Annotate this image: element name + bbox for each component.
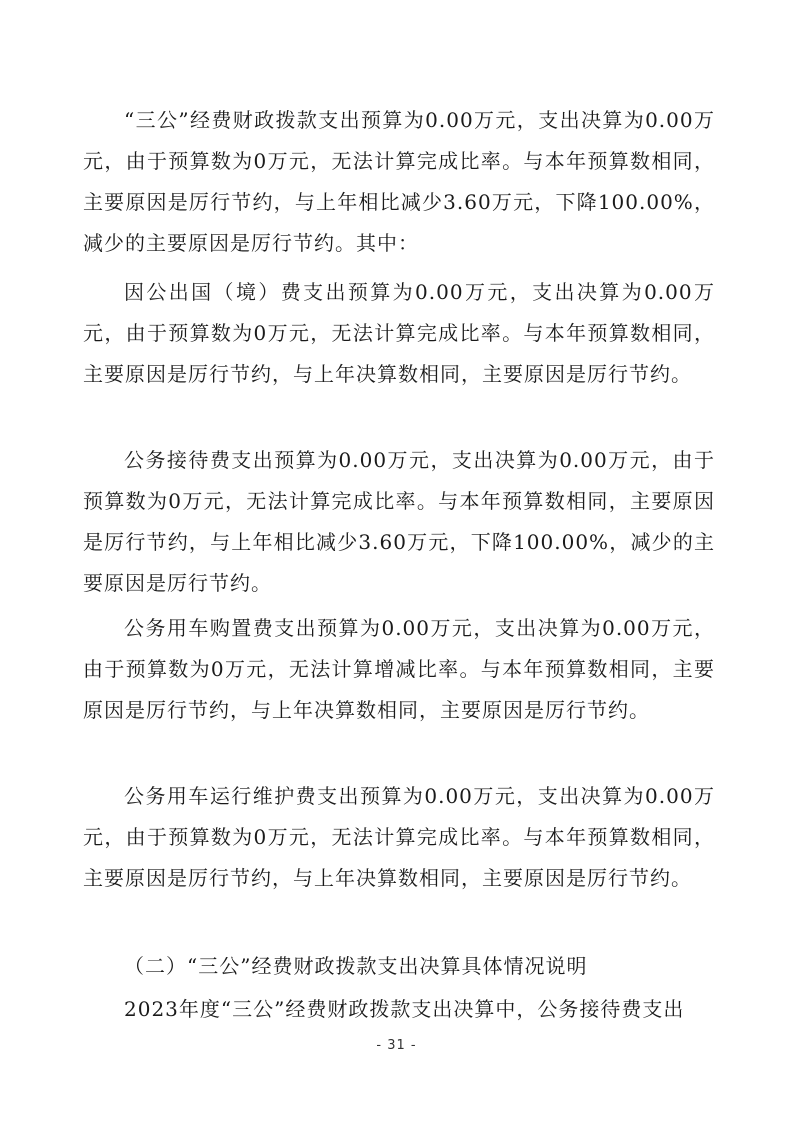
paragraph-three-public-summary: “三公”经费财政拨款支出预算为0.00万元，支出决算为0.00万元，由于预算数为0万元，无法计算完成比率。与本年预算数相同，主要原因是厉行节约，与上年相比减少3.60万元，下降100.00%，减少的主要原因是厉行节约。其中：: [83, 108, 715, 255]
paragraph-vehicle-purchase: 公务用车购置费支出预算为0.00万元，支出决算为0.00万元，由于预算数为0万元，无法计算增减比率。与本年预算数相同，主要原因是厉行节约，与上年决算数相同，主要原因是厉行节约。: [83, 616, 715, 722]
paragraph-vehicle-maintenance: 公务用车运行维护费支出预算为0.00万元，支出决算为0.00万元，由于预算数为0万元，无法计算完成比率。与本年预算数相同，主要原因是厉行节约，与上年决算数相同，主要原因是厉行节约。: [83, 784, 715, 890]
section-heading: （二）“三公”经费财政拨款支出决算具体情况说明: [124, 954, 588, 978]
paragraph-2023-details: 2023年度“三公”经费财政拨款支出决算中，公务接待费支出: [124, 997, 685, 1021]
page-number: - 31 -: [376, 1038, 417, 1053]
paragraph-overseas-travel: 因公出国（境）费支出预算为0.00万元，支出决算为0.00万元，由于预算数为0万元，无法计算完成比率。与本年预算数相同，主要原因是厉行节约，与上年决算数相同，主要原因是厉行节约。: [83, 280, 715, 386]
paragraph-official-reception: 公务接待费支出预算为0.00万元，支出决算为0.00万元，由于预算数为0万元，无法计算完成比率。与本年预算数相同，主要原因是厉行节约，与上年相比减少3.60万元，下降100.00%，减少的主要原因是厉行节约。: [83, 448, 715, 595]
